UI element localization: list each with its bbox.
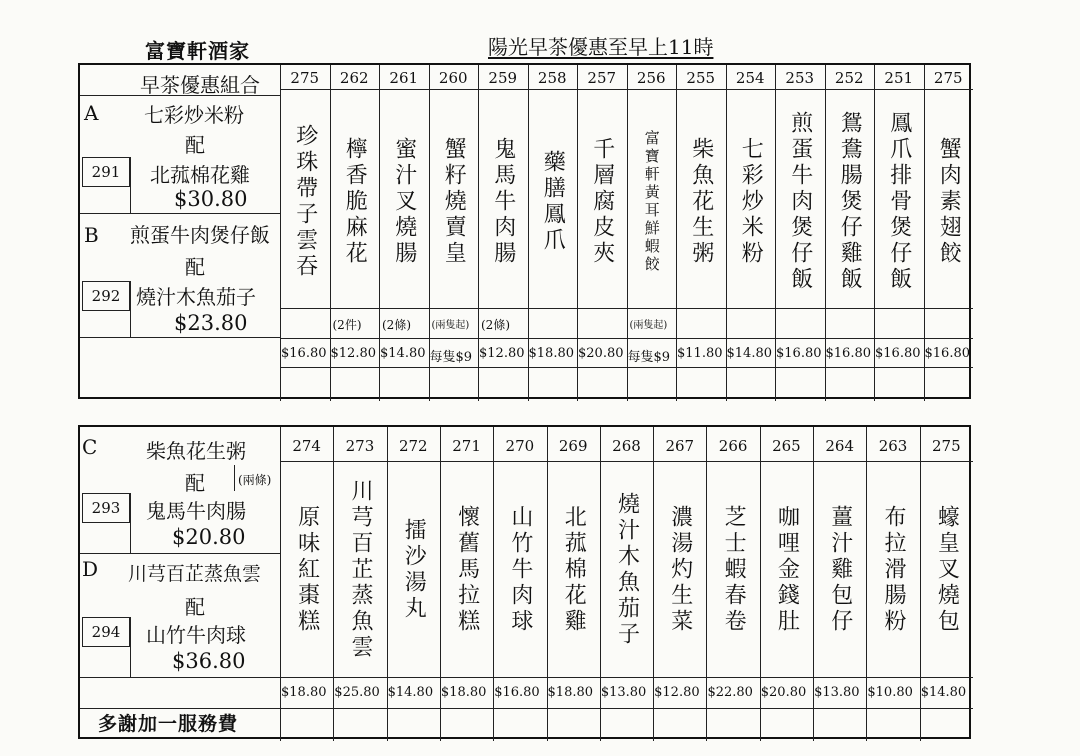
item-note: (2條) — [382, 318, 411, 332]
combo-price: $36.80 — [172, 649, 246, 673]
item-number: 259 — [488, 69, 518, 87]
item-name: 蜜汁叉燒腸 — [391, 137, 417, 267]
item-name: 煎蛋牛肉煲仔飯 — [787, 111, 813, 293]
item-price: $18.80 — [528, 346, 574, 361]
combo-letter: D — [82, 557, 99, 581]
item-number: 266 — [718, 437, 748, 455]
item-number: 267 — [665, 437, 695, 455]
combo-side-dish: 北菰棉花雞 — [150, 163, 250, 187]
bottom-menu-panel — [78, 425, 971, 739]
combo-letter: A — [84, 101, 99, 125]
item-note: (兩隻起) — [431, 320, 470, 331]
item-name: 川芎百芷蒸魚雲 — [347, 479, 373, 661]
item-number: 274 — [292, 437, 321, 455]
combo-pair-label: 配 — [185, 595, 205, 619]
item-number: 270 — [505, 437, 535, 455]
item-name: 鴛鴦腸煲仔雞飯 — [837, 111, 863, 293]
combo-pair-label: 配 — [185, 133, 205, 157]
item-name: 千層腐皮夾 — [589, 137, 615, 267]
item-number: 258 — [537, 69, 567, 87]
item-number: 260 — [438, 69, 468, 87]
combo-price: $30.80 — [174, 187, 248, 211]
item-name: 鳳爪排骨煲仔飯 — [886, 111, 912, 293]
item-number: 268 — [612, 437, 641, 455]
item-name: 蟹肉素翅餃 — [936, 137, 962, 267]
combo-letter: B — [84, 223, 99, 247]
item-note: (2件) — [332, 318, 362, 332]
item-number: 256 — [636, 69, 666, 87]
item-price: $11.80 — [677, 346, 723, 361]
item-number: 253 — [785, 69, 815, 87]
item-name: 咖哩金錢肚 — [774, 505, 800, 635]
item-name: 原味紅棗糕 — [294, 505, 320, 635]
promo-title: 陽光早茶優惠至早上11時 — [488, 35, 714, 59]
item-price: $16.80 — [875, 346, 921, 361]
item-number: 262 — [339, 69, 369, 87]
combo-pair-note: (兩條) — [238, 473, 272, 487]
item-number: 265 — [772, 437, 801, 455]
item-name: 蟹籽燒賣皇 — [441, 137, 467, 267]
item-name: 懷舊馬拉糕 — [454, 505, 480, 635]
item-number: 261 — [389, 69, 419, 87]
item-price: $13.80 — [814, 685, 860, 700]
item-price: $16.80 — [825, 346, 871, 361]
combo-code: 293 — [82, 493, 130, 523]
item-price: $18.80 — [281, 685, 327, 700]
item-number: 275 — [290, 69, 320, 87]
item-name: 芝士蝦春卷 — [721, 505, 747, 635]
item-name: 檸香脆麻花 — [342, 137, 368, 267]
item-price: $12.80 — [330, 346, 376, 361]
item-name: 蠔皇叉燒包 — [934, 505, 960, 635]
combo-price: $23.80 — [174, 311, 248, 335]
combo-side-dish: 燒汁木魚茄子 — [136, 285, 256, 309]
item-price: $12.80 — [654, 685, 700, 700]
item-number: 271 — [452, 437, 481, 455]
combo-main-dish: 七彩炒米粉 — [144, 103, 244, 127]
item-number: 252 — [834, 69, 864, 87]
item-price: $14.80 — [920, 685, 967, 700]
combo-side-dish: 山竹牛肉球 — [146, 623, 246, 647]
item-price: $22.80 — [707, 685, 753, 700]
item-price: $14.80 — [726, 346, 772, 361]
item-name: 富寶軒黃耳鮮蝦餃 — [642, 130, 661, 274]
item-price: $20.80 — [578, 346, 624, 361]
item-name: 燒汁木魚茄子 — [614, 492, 640, 648]
item-price: $13.80 — [600, 685, 647, 700]
combo-section-title: 早茶優惠組合 — [140, 73, 260, 97]
combo-price: $20.80 — [172, 525, 246, 549]
item-number: 251 — [884, 69, 914, 87]
item-price: $16.80 — [776, 346, 822, 361]
restaurant-name: 富寶軒酒家 — [145, 39, 250, 63]
item-name: 山竹牛肉球 — [507, 505, 533, 635]
top-menu-panel — [78, 63, 971, 399]
item-price: $16.80 — [924, 346, 970, 361]
item-price: $18.80 — [440, 685, 487, 700]
combo-pair-label: 配 — [185, 471, 205, 495]
item-name: 濃湯灼生菜 — [667, 505, 693, 635]
item-price: $20.80 — [760, 685, 807, 700]
item-price: $25.80 — [334, 685, 380, 700]
item-number: 275 — [932, 437, 961, 455]
item-price: $12.80 — [479, 346, 525, 361]
combo-main-dish: 川芎百芷蒸魚雲 — [128, 563, 262, 585]
item-number: 272 — [398, 437, 428, 455]
item-price: $10.80 — [867, 685, 913, 700]
combo-main-dish: 煎蛋牛肉煲仔飯 — [130, 223, 270, 247]
item-price: $14.80 — [387, 685, 434, 700]
item-number: 257 — [587, 69, 617, 87]
item-name: 布拉滑腸粉 — [881, 505, 907, 635]
item-price: 每隻$9 — [627, 350, 671, 365]
item-name: 北菰棉花雞 — [561, 505, 587, 635]
item-price: $16.80 — [281, 346, 327, 361]
combo-main-dish: 柴魚花生粥 — [146, 439, 246, 463]
item-name: 七彩炒米粉 — [738, 137, 764, 267]
combo-code: 292 — [82, 281, 130, 311]
item-price: $16.80 — [494, 685, 540, 700]
item-name: 薑汁雞包仔 — [827, 505, 853, 635]
combo-code: 294 — [82, 617, 130, 647]
item-price: 每隻$9 — [429, 350, 473, 365]
item-number: 255 — [686, 69, 716, 87]
item-number: 254 — [735, 69, 765, 87]
item-number: 264 — [825, 437, 855, 455]
item-name: 鬼馬牛肉腸 — [490, 137, 516, 267]
item-price: $14.80 — [380, 346, 426, 361]
item-name: 珍珠帶子雲吞 — [292, 124, 318, 280]
item-number: 273 — [345, 437, 375, 455]
combo-side-dish: 鬼馬牛肉腸 — [146, 499, 246, 523]
combo-letter: C — [82, 435, 98, 459]
item-number: 275 — [933, 69, 963, 87]
service-charge-note: 多謝加一服務費 — [98, 713, 239, 735]
combo-code: 291 — [82, 157, 130, 187]
item-name: 擂沙湯丸 — [401, 518, 427, 622]
item-note: (兩隻起) — [629, 320, 668, 331]
item-number: 263 — [878, 437, 908, 455]
item-price: $18.80 — [547, 685, 594, 700]
item-name: 柴魚花生粥 — [688, 137, 714, 267]
combo-pair-label: 配 — [185, 255, 205, 279]
item-number: 269 — [558, 437, 588, 455]
item-name: 藥膳鳳爪 — [540, 150, 566, 254]
item-note: (2條) — [481, 318, 510, 332]
